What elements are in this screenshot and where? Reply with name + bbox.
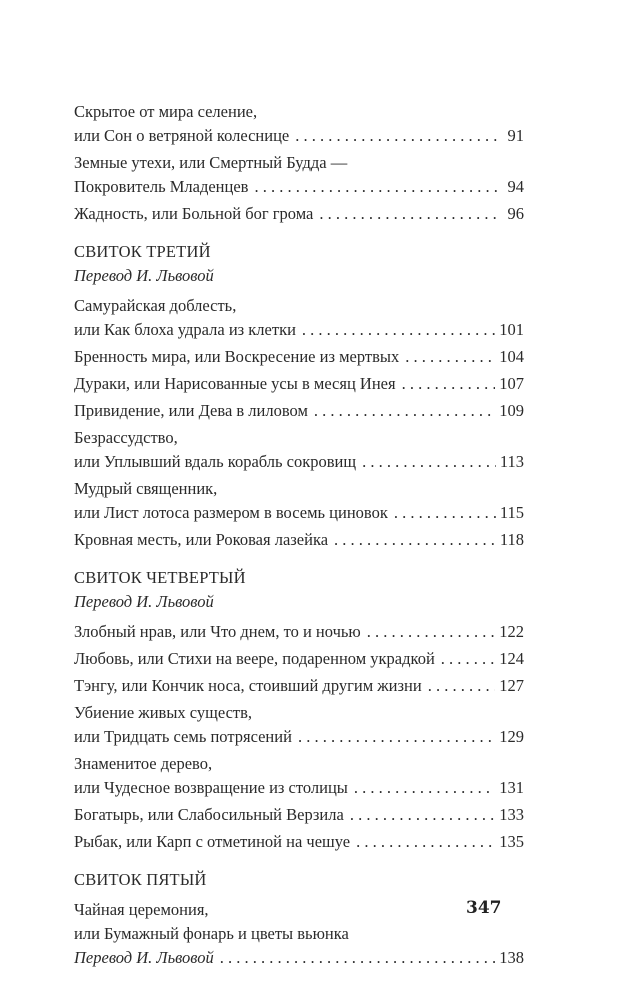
entry-title-line: Скрытое от мира селение, bbox=[74, 102, 258, 121]
toc-entry[interactable] bbox=[74, 752, 524, 800]
toc-section bbox=[74, 868, 524, 970]
toc-entry[interactable] bbox=[74, 647, 524, 671]
dot-leader bbox=[314, 399, 495, 423]
entry-title-line: Любовь, или Стихи на веере, подаренном украдкой bbox=[74, 649, 435, 668]
entry-page-number: 94 bbox=[507, 177, 524, 196]
dot-leader bbox=[356, 830, 495, 854]
dot-leader bbox=[441, 647, 495, 671]
toc-entry[interactable] bbox=[74, 477, 524, 525]
entry-page-number: 91 bbox=[507, 126, 524, 145]
entry-page-number: 131 bbox=[499, 778, 524, 797]
entry-title-line: Привидение, или Дева в лиловом bbox=[74, 401, 308, 420]
toc-section bbox=[74, 100, 524, 226]
entry-page-number: 135 bbox=[499, 832, 524, 851]
toc-entry[interactable] bbox=[74, 426, 524, 474]
toc-entry[interactable] bbox=[74, 830, 524, 854]
entry-page-number: 127 bbox=[499, 676, 524, 695]
entry-page-number: 133 bbox=[499, 805, 524, 824]
toc-entry[interactable] bbox=[74, 399, 524, 423]
entry-page-number: 118 bbox=[499, 530, 524, 549]
toc-entry[interactable] bbox=[74, 100, 524, 148]
entry-title-line: или Тридцать семь потрясений bbox=[74, 727, 292, 746]
dot-leader bbox=[319, 202, 498, 226]
entry-page-number: 115 bbox=[499, 503, 524, 522]
entry-title-line: Самурайская доблесть, bbox=[74, 296, 237, 315]
entry-page-number: 107 bbox=[499, 374, 524, 393]
section-title: СВИТОК ПЯТЫЙ bbox=[74, 870, 207, 889]
entry-title-line: Убиение живых существ, bbox=[74, 703, 253, 722]
entry-title-line: или Как блоха удрала из клетки bbox=[74, 320, 296, 339]
page-number: 347 bbox=[466, 898, 502, 918]
toc-entry[interactable] bbox=[74, 372, 524, 396]
entry-page-number: 129 bbox=[499, 727, 524, 746]
dot-leader bbox=[405, 345, 495, 369]
entry-title-line: или Лист лотоса размером в восемь циновок bbox=[74, 503, 388, 522]
entry-title-line: Жадность, или Больной бог грома bbox=[74, 204, 314, 223]
toc-entry[interactable] bbox=[74, 674, 524, 698]
toc-entry[interactable] bbox=[74, 202, 524, 226]
dot-leader bbox=[367, 620, 496, 644]
toc-entry[interactable] bbox=[74, 345, 524, 369]
entry-page-number: 109 bbox=[499, 401, 524, 420]
dot-leader bbox=[350, 803, 495, 827]
entry-page-number: 101 bbox=[499, 320, 524, 339]
dot-leader bbox=[334, 528, 496, 552]
entry-title-line: или Сон о ветряной колеснице bbox=[74, 126, 290, 145]
entry-title-line: или Бумажный фонарь и цветы вьюнка bbox=[74, 924, 349, 943]
section-title: СВИТОК ТРЕТИЙ bbox=[74, 242, 211, 261]
dot-leader bbox=[428, 674, 496, 698]
entry-title-line: Дураки, или Нарисованные усы в месяц Инея bbox=[74, 374, 396, 393]
toc-section bbox=[74, 566, 524, 854]
dot-leader bbox=[362, 450, 496, 474]
entry-title-line: Мудрый священник, bbox=[74, 479, 218, 498]
dot-leader bbox=[295, 124, 498, 148]
entry-title-line: Чайная церемония, bbox=[74, 900, 209, 919]
dot-leader bbox=[302, 318, 495, 342]
translator-credit: Перевод И. Львовой bbox=[74, 948, 214, 967]
entry-page-number: 104 bbox=[499, 347, 524, 366]
entry-page-number: 124 bbox=[499, 649, 524, 668]
entry-page-number: 138 bbox=[499, 948, 524, 967]
toc-entry[interactable] bbox=[74, 294, 524, 342]
entry-title-line: Кровная месть, или Роковая лазейка bbox=[74, 530, 329, 549]
toc-entry[interactable] bbox=[74, 803, 524, 827]
entry-page-number: 96 bbox=[507, 204, 524, 223]
entry-title-line: Безрассудство, bbox=[74, 428, 178, 447]
translator-credit: Перевод И. Львовой bbox=[74, 266, 214, 285]
entry-title-line: Рыбак, или Карп с отметиной на чешуе bbox=[74, 832, 351, 851]
table-of-contents bbox=[74, 96, 524, 984]
entry-title-line: Злобный нрав, или Что днем, то и ночью bbox=[74, 622, 361, 641]
dot-leader bbox=[402, 372, 496, 396]
entry-title-line: или Чудесное возвращение из столицы bbox=[74, 778, 348, 797]
dot-leader bbox=[298, 725, 495, 749]
section-title: СВИТОК ЧЕТВЕРТЫЙ bbox=[74, 568, 246, 587]
toc-entry[interactable] bbox=[74, 620, 524, 644]
entry-title-line: Покровитель Младенцев bbox=[74, 177, 249, 196]
dot-leader bbox=[394, 501, 496, 525]
entry-title-line: Земные утехи, или Смертный Будда — bbox=[74, 153, 348, 172]
entry-title-line: Тэнгу, или Кончик носа, стоивший другим жизни bbox=[74, 676, 422, 695]
dot-leader bbox=[354, 776, 495, 800]
entry-title-line: Богатырь, или Слабосильный Верзила bbox=[74, 805, 344, 824]
toc-entry[interactable] bbox=[74, 701, 524, 749]
entry-title-line: Знаменитое дерево, bbox=[74, 754, 213, 773]
toc-entry[interactable] bbox=[74, 898, 524, 970]
entry-page-number: 113 bbox=[499, 452, 524, 471]
toc-section bbox=[74, 240, 524, 552]
toc-entry[interactable] bbox=[74, 151, 524, 199]
entry-title-line: Бренность мира, или Воскресение из мертвых bbox=[74, 347, 400, 366]
dot-leader bbox=[220, 946, 495, 970]
toc-entry[interactable] bbox=[74, 528, 524, 552]
dot-leader bbox=[254, 175, 498, 199]
entry-page-number: 122 bbox=[499, 622, 524, 641]
entry-title-line: или Уплывший вдаль корабль сокровищ bbox=[74, 452, 357, 471]
translator-credit: Перевод И. Львовой bbox=[74, 592, 214, 611]
